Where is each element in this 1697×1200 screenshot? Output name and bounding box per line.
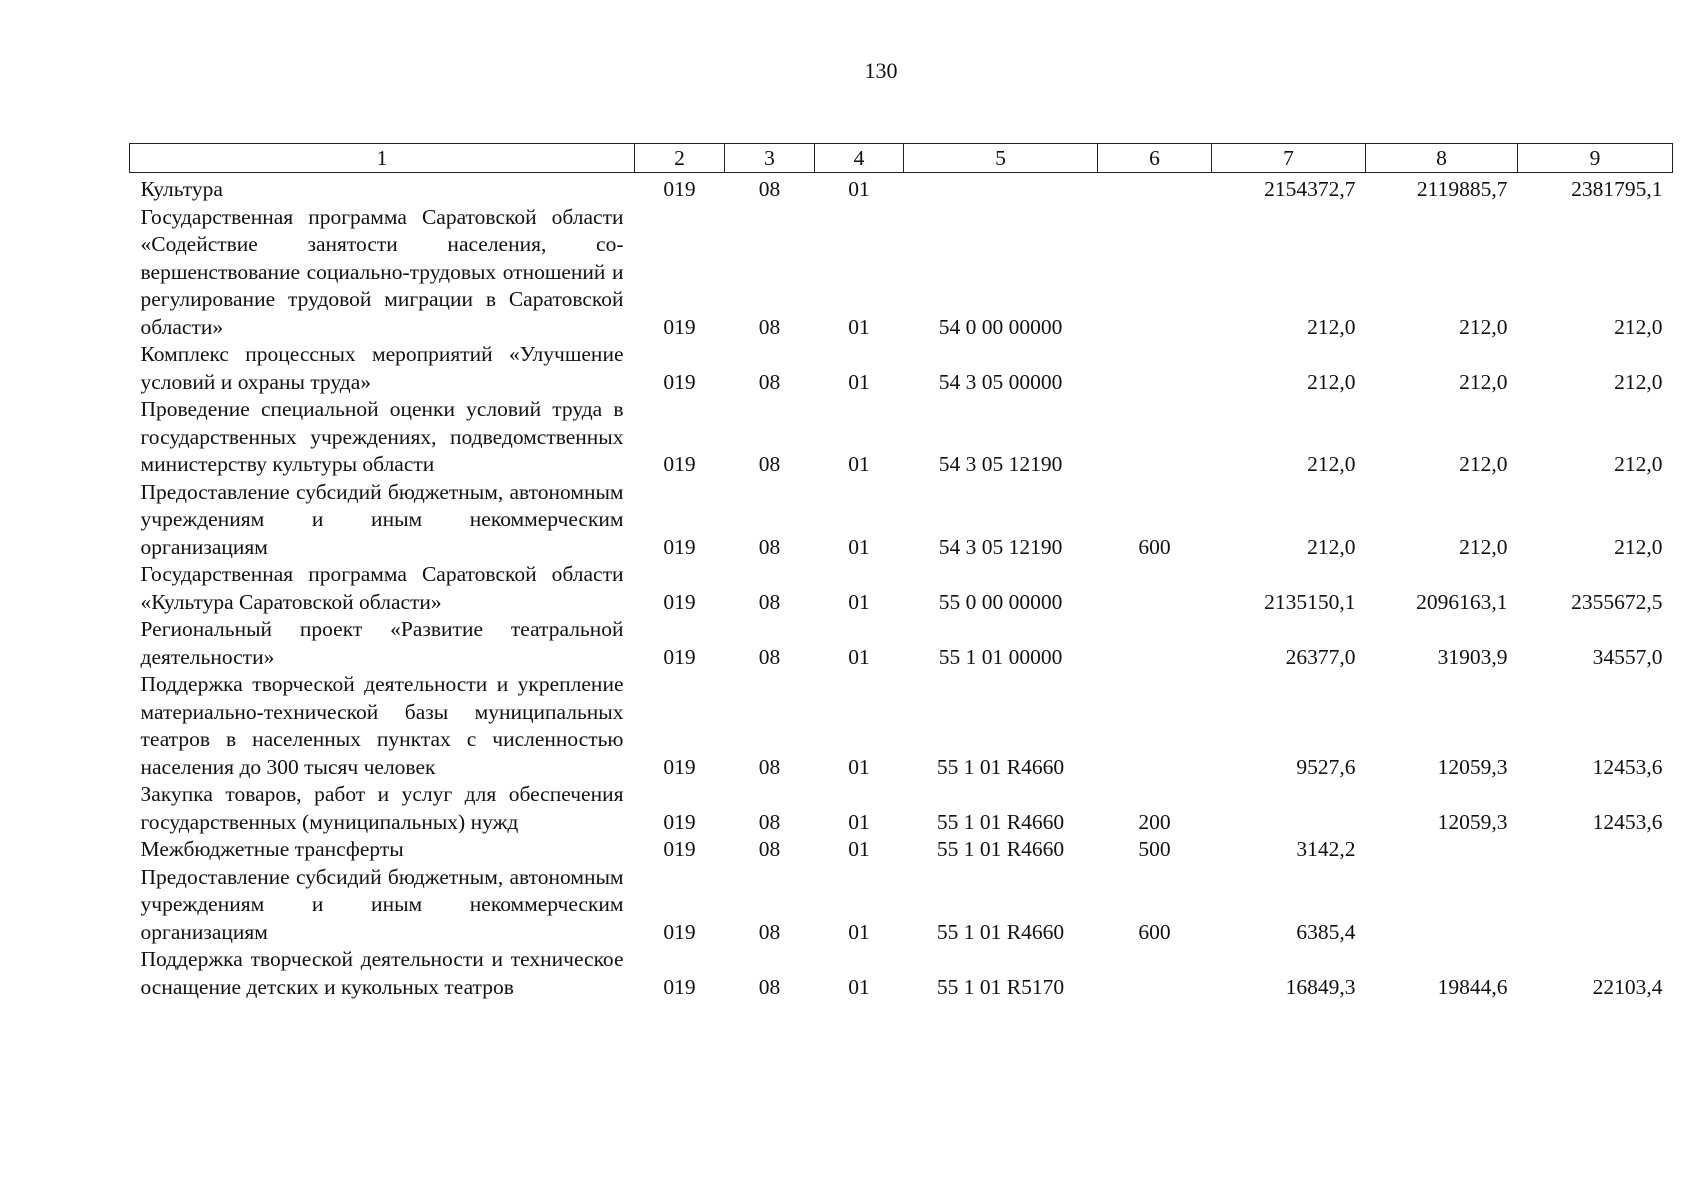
cell-section: 08 [758, 314, 781, 339]
cell-ministry: 019 [663, 369, 696, 394]
cell-subsection: 01 [848, 919, 870, 944]
cell-target-article: 55 1 01 R4660 [936, 919, 1065, 944]
cell-target-article: 55 1 01 00000 [938, 644, 1063, 669]
cell-ministry: 019 [663, 754, 696, 779]
cell-amount-9: 22103,4 [1592, 974, 1663, 999]
table-row [130, 836, 1673, 864]
row-name: Предоставление субсидий бюджетным, автономным учреждениям и иным некоммерческим организациям [140, 479, 624, 559]
column-header: 4 [815, 144, 904, 173]
table-row [130, 671, 1673, 781]
cell-amount-7: 212,0 [1307, 369, 1356, 394]
column-header: 8 [1366, 144, 1518, 173]
cell-ministry: 019 [663, 919, 696, 944]
table-row [130, 341, 1673, 396]
cell-ministry: 019 [663, 177, 696, 201]
cell-subsection: 01 [848, 754, 870, 779]
header-row [130, 144, 1673, 173]
budget-table [129, 143, 1673, 1001]
cell-section: 08 [758, 369, 781, 394]
cell-target-article: 54 3 05 12190 [938, 452, 1063, 476]
cell-expense-type: 500 [1138, 837, 1171, 861]
cell-amount-8: 19844,6 [1437, 974, 1508, 999]
cell-subsection: 01 [848, 837, 870, 861]
row-name: Межбюджетные трансферты [140, 837, 404, 861]
table-row [130, 173, 1673, 204]
cell-target-article: 55 1 01 R4660 [936, 809, 1065, 834]
cell-amount-9: 2381795,1 [1571, 177, 1663, 201]
cell-amount-9: 34557,0 [1592, 644, 1663, 669]
page-number: 130 [864, 58, 898, 83]
cell-subsection: 01 [848, 314, 870, 339]
cell-expense-type: 600 [1138, 919, 1171, 944]
cell-subsection: 01 [848, 177, 870, 201]
column-header: 5 [904, 144, 1098, 173]
table-row [130, 396, 1673, 479]
cell-amount-7: 212,0 [1307, 314, 1356, 339]
row-name: Закупка товаров, работ и услуг для обеспечения государственных (муниципальных) нужд [140, 782, 624, 834]
cell-amount-8: 2096163,1 [1416, 589, 1508, 614]
cell-subsection: 01 [848, 974, 870, 999]
cell-amount-7: 9527,6 [1296, 754, 1356, 779]
table-body [130, 173, 1673, 1002]
cell-amount-9: 212,0 [1614, 314, 1663, 339]
cell-amount-8: 212,0 [1459, 369, 1508, 394]
cell-expense-type: 200 [1138, 809, 1171, 834]
cell-expense-type [1098, 173, 1212, 204]
column-header: 3 [725, 144, 815, 173]
row-name: Поддержка творческой деятельности и укрепление материально-технической базы муниципальных театров в населенных пунктах с численностью населения до 300 тысяч человек [140, 672, 624, 779]
row-name: Региональный проект «Развитие театральной деятельности» [140, 617, 624, 669]
cell-amount-7: 26377,0 [1285, 644, 1356, 669]
cell-subsection: 01 [848, 589, 870, 614]
table-row [130, 561, 1673, 616]
cell-amount-7: 3142,2 [1296, 837, 1356, 861]
cell-section: 08 [758, 177, 781, 201]
cell-expense-type [1098, 396, 1212, 479]
cell-amount-9 [1518, 864, 1673, 947]
cell-target-article: 55 1 01 R5170 [936, 974, 1065, 999]
cell-subsection: 01 [848, 809, 870, 834]
row-name: Предоставление субсидий бюджетным, автономным учреждениям и иным некоммерческим организациям [140, 864, 624, 944]
cell-amount-9: 212,0 [1614, 369, 1663, 394]
cell-amount-8: 2119885,7 [1416, 177, 1508, 201]
cell-target-article [904, 173, 1098, 204]
cell-amount-8: 31903,9 [1437, 644, 1508, 669]
cell-amount-7: 16849,3 [1285, 974, 1356, 999]
cell-section: 08 [758, 837, 781, 861]
cell-subsection: 01 [848, 452, 870, 476]
cell-amount-7: 212,0 [1307, 534, 1356, 559]
table-row [130, 616, 1673, 671]
cell-amount-9 [1518, 836, 1673, 864]
cell-amount-8: 12059,3 [1437, 754, 1508, 779]
row-name: Государственная программа Саратовской области «Содействие занятости населения, совершенствование социально-трудовых отношений и регулирование трудовой миграции в Саратовской области» [140, 204, 624, 339]
cell-section: 08 [758, 809, 781, 834]
cell-amount-8: 212,0 [1459, 452, 1508, 476]
cell-target-article: 54 3 05 00000 [938, 369, 1063, 394]
column-header: 9 [1518, 144, 1673, 173]
table-row [130, 864, 1673, 947]
cell-section: 08 [758, 589, 781, 614]
cell-target-article: 55 0 00 00000 [938, 589, 1063, 614]
cell-expense-type [1098, 561, 1212, 616]
cell-expense-type [1098, 946, 1212, 1001]
cell-ministry: 019 [663, 837, 696, 861]
cell-target-article: 55 1 01 R4660 [936, 754, 1065, 779]
row-name: Культура [140, 177, 223, 201]
cell-amount-9: 212,0 [1614, 452, 1663, 476]
cell-ministry: 019 [663, 452, 696, 476]
cell-amount-7: 212,0 [1307, 452, 1356, 476]
cell-ministry: 019 [663, 974, 696, 999]
cell-expense-type [1098, 671, 1212, 781]
cell-expense-type [1098, 616, 1212, 671]
cell-amount-8: 12059,3 [1437, 809, 1508, 834]
cell-expense-type [1098, 204, 1212, 342]
cell-section: 08 [758, 452, 781, 476]
cell-amount-8: 212,0 [1459, 314, 1508, 339]
column-header: 2 [635, 144, 725, 173]
cell-amount-8 [1366, 864, 1518, 947]
cell-ministry: 019 [663, 534, 696, 559]
cell-expense-type [1098, 341, 1212, 396]
row-name: Комплекс процессных мероприятий «Улучшение условий и охраны труда» [140, 342, 624, 394]
cell-amount-7: 6385,4 [1296, 919, 1356, 944]
cell-amount-9: 212,0 [1614, 534, 1663, 559]
column-header: 6 [1098, 144, 1212, 173]
cell-section: 08 [758, 534, 781, 559]
column-header: 1 [130, 144, 635, 173]
cell-amount-9: 2355672,5 [1571, 589, 1663, 614]
cell-ministry: 019 [663, 314, 696, 339]
cell-amount-9: 12453,6 [1592, 809, 1663, 834]
cell-section: 08 [758, 974, 781, 999]
row-name: Проведение специальной оценки условий труда в государственных учреждениях, подведомственных министерству культуры области [140, 397, 624, 476]
column-header: 7 [1212, 144, 1366, 173]
cell-target-article: 54 0 00 00000 [938, 314, 1063, 339]
table-header [130, 144, 1673, 173]
cell-subsection: 01 [848, 644, 870, 669]
cell-ministry: 019 [663, 809, 696, 834]
row-name: Государственная программа Саратовской области «Культура Саратовской области» [140, 562, 624, 614]
cell-amount-8 [1366, 836, 1518, 864]
cell-amount-9: 12453,6 [1592, 754, 1663, 779]
cell-amount-7: 2135150,1 [1264, 589, 1356, 614]
cell-target-article: 54 3 05 12190 [938, 534, 1063, 559]
table-row [130, 479, 1673, 562]
cell-target-article: 55 1 01 R4660 [936, 837, 1065, 861]
cell-ministry: 019 [663, 644, 696, 669]
table-row [130, 781, 1673, 836]
cell-amount-7: 2154372,7 [1264, 177, 1356, 201]
row-name: Поддержка творческой деятельности и техническое оснащение детских и кукольных театров [140, 947, 624, 999]
cell-section: 08 [758, 644, 781, 669]
cell-subsection: 01 [848, 369, 870, 394]
table-row [130, 946, 1673, 1001]
cell-section: 08 [758, 919, 781, 944]
cell-amount-7 [1212, 781, 1366, 836]
table-row [130, 204, 1673, 342]
cell-subsection: 01 [848, 534, 870, 559]
cell-expense-type: 600 [1138, 534, 1171, 559]
cell-amount-8: 212,0 [1459, 534, 1508, 559]
cell-section: 08 [758, 754, 781, 779]
cell-ministry: 019 [663, 589, 696, 614]
